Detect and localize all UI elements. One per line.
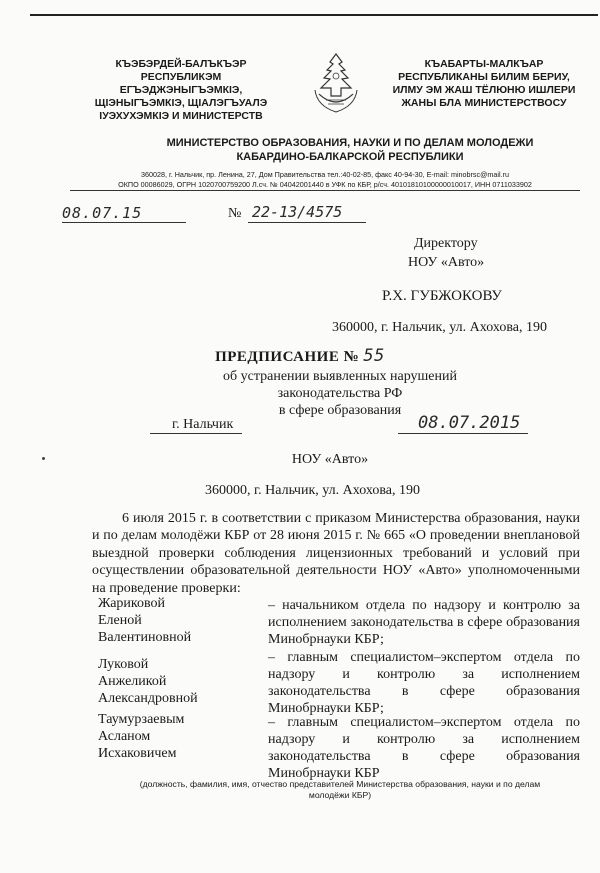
- addressee-org: НОУ «Авто»: [408, 255, 485, 270]
- inspector-name-line: Исхаковичем: [98, 746, 177, 761]
- document-subtitle: [190, 368, 490, 419]
- registration-number-label: №: [228, 206, 242, 221]
- inspector-name-line: Жариковой: [98, 596, 165, 611]
- inspector-name-line: Александровной: [98, 691, 198, 706]
- inspector-name-line: Таумурзаевым: [98, 712, 185, 727]
- header-right-line: ИЛМУ ЭМ ЖАШ ТЁЛЮНЮ ИШЛЕРИ: [392, 84, 576, 96]
- main-paragraph: [92, 510, 580, 597]
- inspector-name-line: Еленой: [98, 613, 142, 628]
- requisites-line: 360028, г. Нальчик, пр. Ленина, 27, Дом Правительства тел.:40-02-85, факс 40-94-30, E-mail: minobrsc@mail.ru: [141, 170, 509, 179]
- header-left-line: ЕГЪЭДЖЭНЫГЪЭМКIЭ,: [119, 84, 243, 96]
- header-left-line: РЕСПУБЛИКЭМ: [140, 71, 222, 83]
- document-city: г. Нальчик: [172, 417, 234, 432]
- date-underline: [398, 433, 528, 434]
- city-underline: [150, 433, 242, 434]
- footnote-line: молодёжи КБР): [308, 790, 372, 800]
- inspector-name-line: Анжеликой: [98, 674, 167, 689]
- header-left-line: КЪЭБЭРДЕЙ-БАЛЪКЪЭР: [115, 58, 247, 70]
- organization-address: 360000, г. Нальчик, ул. Ахохова, 190: [205, 483, 420, 498]
- inspector-name: [98, 711, 258, 762]
- footnote: [110, 779, 570, 801]
- header-left-block: [76, 58, 286, 123]
- coat-of-arms-icon: [309, 50, 363, 116]
- header-right-line: РЕСПУБЛИКАНЫ БИЛИМ БЕРИУ,: [398, 71, 570, 83]
- header-right-line: КЪАБАРТЫ-МАЛКЪАР: [424, 58, 544, 70]
- subtitle-line: об устранении выявленных нарушений законодательства РФ: [223, 369, 457, 401]
- registration-date: 08.07.15: [62, 204, 143, 222]
- footnote-line: (должность, фамилия, имя, отчество представителей Министерства образования, науки и по делам: [139, 779, 541, 789]
- inspector-role: – главным специалистом–экспертом отдела по надзору и контролю за исполнением законодательства в сфере образования Минобрнауки КБР;: [268, 650, 580, 716]
- addressee-address: 360000, г. Нальчик, ул. Ахохова, 190: [332, 320, 547, 335]
- registration-number-line: [248, 222, 366, 223]
- main-paragraph-text: 6 июля 2015 г. в соответствии с приказом Министерства образования, науки и по делам молодёжи КБР от 28 июня 2015 г. № 665 «О проведении внеплановой выездной проверки соблюдения лицензионных требований и условий при осуществлении образовательной деятельности НОУ «Авто» уполномоченными на проведение проверки:: [92, 511, 580, 596]
- ministry-name: [140, 136, 560, 164]
- inspector-name-line: Луковой: [98, 657, 149, 672]
- inspector-name: [98, 595, 258, 646]
- ministry-line: МИНИСТЕРСТВО ОБРАЗОВАНИЯ, НАУКИ И ПО ДЕЛАМ МОЛОДЕЖИ: [166, 137, 534, 149]
- addressee-position: Директору: [414, 236, 478, 251]
- top-border-line: [30, 14, 598, 16]
- header-right-block: [376, 58, 592, 110]
- requisites-block: [70, 170, 580, 189]
- header-left-line: IУЭХУХЭМКIЭ И МИНИСТЕРСТВ: [99, 110, 263, 122]
- header-right-line: ЖАНЫ БЛА МИНИСТЕРСТВОСУ: [401, 97, 567, 109]
- inspector-role: – начальником отдела по надзору и контролю за исполнением законодательства в сфере образования Минобрнауки КБР;: [268, 598, 580, 647]
- inspector-role: – главным специалистом–экспертом отдела по надзору и контролю за исполнением законодательства в сфере образования Минобрнауки КБР: [268, 715, 580, 781]
- addressee-name: Р.Х. ГУБЖОКОВУ: [382, 288, 502, 304]
- ministry-line: КАБАРДИНО-БАЛКАРСКОЙ РЕСПУБЛИКИ: [236, 151, 464, 163]
- registration-date-line: [62, 222, 186, 223]
- header-left-line: ЩIЭНЫГЪЭМКIЭ, ЩIАЛЭГЪУАЛЭ: [94, 97, 268, 109]
- inspector-name: [98, 656, 258, 707]
- document-title-text: ПРЕДПИСАНИЕ №: [215, 349, 360, 365]
- inspector-name-line: Асланом: [98, 729, 151, 744]
- requisites-line: ОКПО 00086029, ОГРН 1020700759200 Л.сч. № 04042001440 в УФК по КБР, р/сч. 40101810100000010017, ИНН 0711033902: [118, 179, 532, 189]
- document-title: [0, 346, 600, 366]
- inspector-name-line: Валентиновной: [98, 630, 192, 645]
- registration-number: 22-13/4575: [252, 203, 343, 221]
- document-date: 08.07.2015: [418, 413, 521, 433]
- requisites-underline: [70, 190, 580, 191]
- organization-name: НОУ «Авто»: [291, 452, 369, 467]
- document-title-number: 55: [363, 346, 385, 366]
- subtitle-line: в сфере образования: [278, 403, 402, 418]
